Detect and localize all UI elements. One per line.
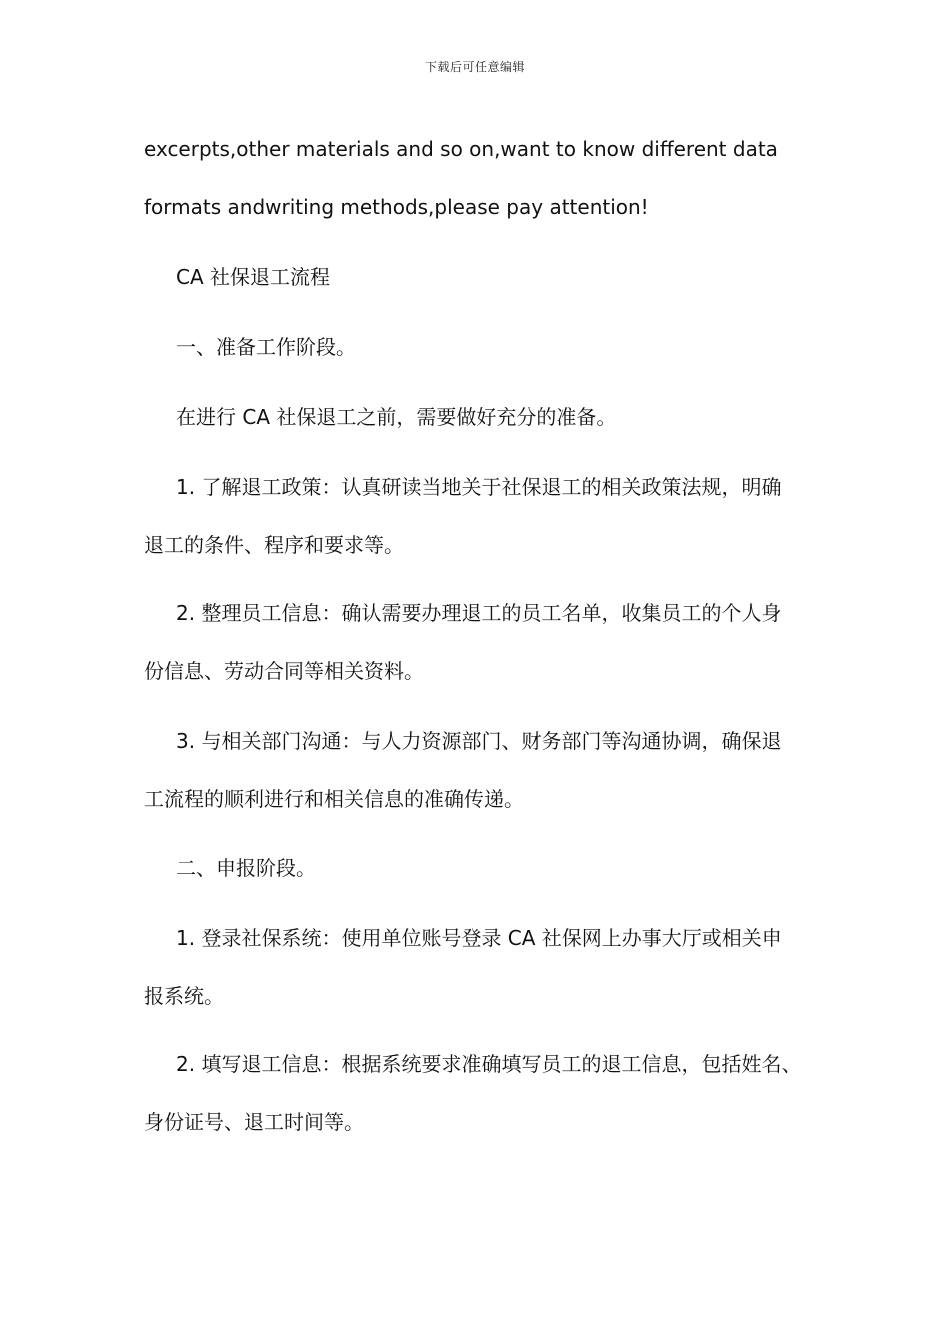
item-2-2-line-2: 身份证号、退工时间等。 bbox=[144, 1110, 364, 1134]
paragraph-prep-intro: 在进行 CA 社保退工之前，需要做好充分的准备。 bbox=[176, 405, 617, 429]
item-1-1-line-1: 1. 了解退工政策：认真研读当地关于社保退工的相关政策法规，明确 bbox=[176, 475, 782, 499]
item-2-1-line-2: 报系统。 bbox=[144, 984, 224, 1008]
item-1-3-line-2: 工流程的顺利进行和相关信息的准确传递。 bbox=[144, 787, 524, 811]
item-1-2-line-1: 2. 整理员工信息：确认需要办理退工的员工名单，收集员工的个人身 bbox=[176, 601, 782, 625]
item-2-2-line-1: 2. 填写退工信息：根据系统要求准确填写员工的退工信息，包括姓名、 bbox=[176, 1052, 802, 1076]
item-1-2-line-2: 份信息、劳动合同等相关资料。 bbox=[144, 659, 424, 683]
header-note: 下载后可任意编辑 bbox=[424, 60, 525, 74]
section-heading-1: 一、准备工作阶段。 bbox=[176, 335, 356, 359]
item-1-1-line-2: 退工的条件、程序和要求等。 bbox=[144, 533, 404, 557]
item-2-1-line-1: 1. 登录社保系统：使用单位账号登录 CA 社保网上办事大厅或相关申 bbox=[176, 926, 782, 950]
intro-line-1: excerpts,other materials and so on,want to know different data bbox=[144, 137, 778, 161]
document-title: CA 社保退工流程 bbox=[176, 265, 331, 289]
intro-line-2: formats andwriting methods,please pay attention! bbox=[144, 195, 649, 219]
item-1-3-line-1: 3. 与相关部门沟通：与人力资源部门、财务部门等沟通协调，确保退 bbox=[176, 729, 782, 753]
section-heading-2: 二、申报阶段。 bbox=[176, 856, 316, 880]
